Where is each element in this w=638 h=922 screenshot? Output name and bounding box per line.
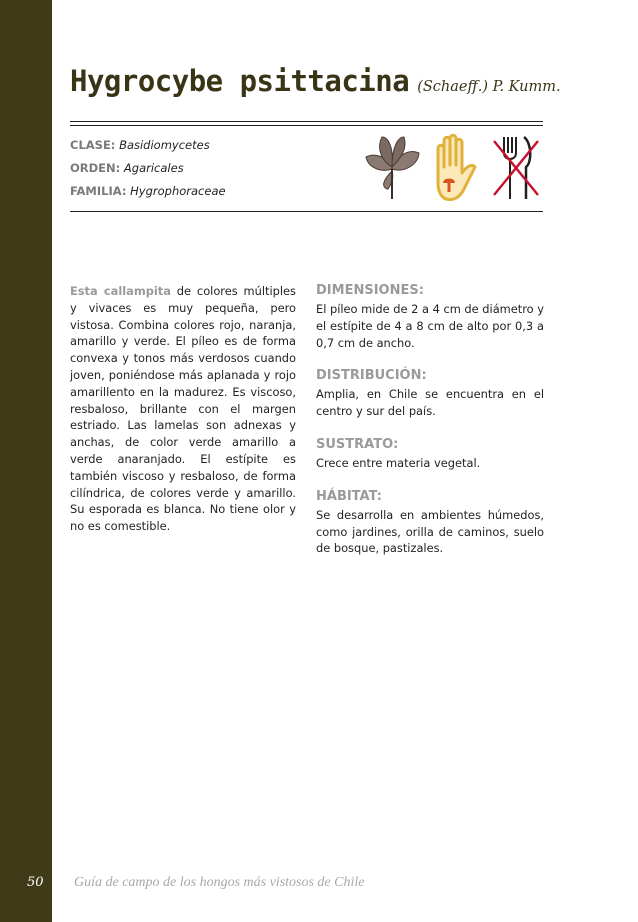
species-name: Hygrocybe psittacina — [70, 64, 410, 98]
species-authority: (Schaeff.) P. Kumm. — [417, 79, 561, 95]
taxonomy-class-value: Basidiomycetes — [119, 138, 210, 152]
taxonomy-order — [70, 161, 184, 175]
book-title: Guía de campo de los hongos más vistosos de Chile — [74, 875, 365, 890]
distribution-text: Amplia, en Chile se encuentra en el centro y sur del país. — [316, 387, 544, 419]
species-heading — [70, 64, 561, 98]
taxonomy-class — [70, 138, 210, 152]
description-lead: Esta callampita — [70, 284, 171, 298]
dimensions-title: DIMENSIONES: — [316, 283, 424, 298]
header-rule-top — [70, 121, 543, 122]
taxonomy-family-label: FAMILIA: — [70, 184, 127, 198]
distribution-title: DISTRIBUCIÓN: — [316, 368, 427, 384]
taxonomy-family — [70, 184, 226, 198]
sidebar-band — [0, 0, 52, 922]
habitat-title: HÁBITAT: — [316, 488, 382, 504]
usage-icons — [362, 133, 544, 203]
taxonomy-order-label: ORDEN: — [70, 161, 121, 175]
description-text — [70, 283, 296, 535]
taxonomy-order-value: Agaricales — [123, 161, 184, 175]
dimensions-text: El píleo mide de 2 a 4 cm de diámetro y el estípite de 4 a 8 cm de alto por 0,3 a 0,7 cm de ancho. — [316, 302, 545, 350]
habitat-text: Se desarrolla en ambientes húmedos, como jardines, orilla de caminos, suelo de bosque, pastizales. — [316, 507, 544, 556]
leaf-icon — [362, 133, 422, 201]
description-body: de colores múltiples y vivaces es muy pequeña, pero vistosa. Combina colores rojo, naranja, amarillo y verde. El píleo es de forma convexa y tonos más verdosos cuando joven, poniéndose más aplanada y rojo amarillento en la madurez. Es viscoso, resbaloso, brillante con el margen estriado. Las lamelas son adnexas y anchas, de color verde amarillo a verde anaranjado. El estípite es también viscoso y resbaloso, de forma cilíndrica, de colores verde y amarillo. Su esporada es blanca. No tiene olor y no es comestible. — [70, 284, 296, 534]
taxonomy-class-label: CLASE: — [70, 138, 116, 152]
substrate-title: SUSTRATO: — [316, 436, 399, 452]
hand-mushroom-icon — [428, 133, 484, 203]
taxonomy-family-value: Hygrophoraceae — [130, 184, 226, 198]
page-number: 50 — [27, 875, 44, 890]
header-rule-top-thin — [70, 125, 543, 126]
substrate-text: Crece entre materia vegetal. — [316, 455, 481, 470]
header-rule-bottom — [70, 211, 543, 212]
crossed-fork-knife-icon — [490, 133, 542, 203]
info-sections — [316, 283, 544, 557]
